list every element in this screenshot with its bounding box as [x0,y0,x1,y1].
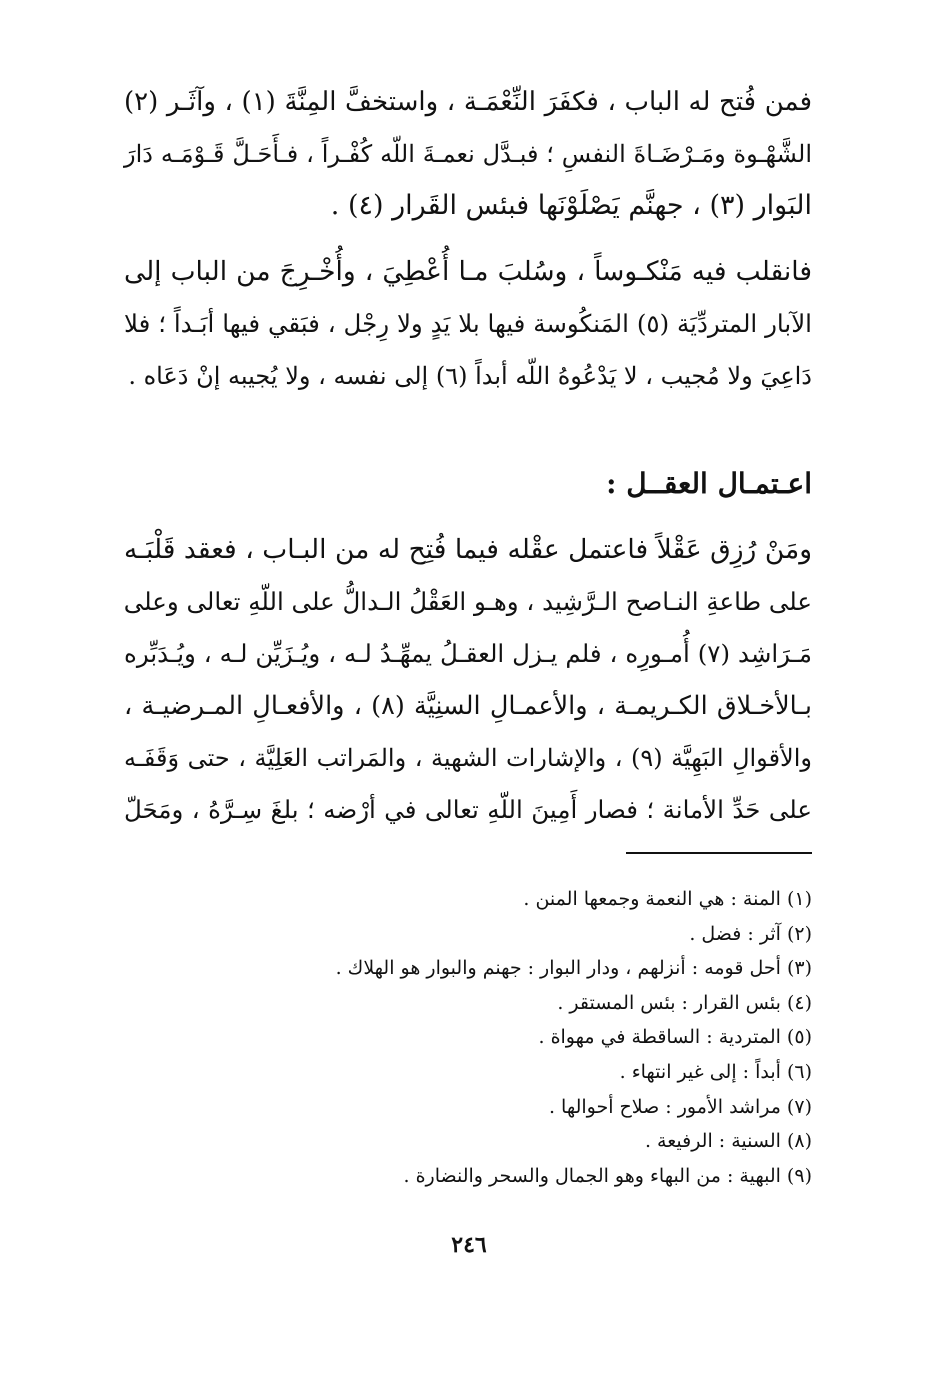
footnote: (١) المنة : هي النعمة وجمعها المنن . [523,888,812,910]
section-heading: اعـتمـال العقــل : [606,467,812,500]
paragraph-line: الآبار المتردِّيَة (٥) المَنكُوسة فيها بلا يَدٍ ولا رِجْل ، فبَقي فيها أبَـداً ؛ فلا [124,309,812,338]
paragraph-line: دَاعِيَ ولا مُجيب ، لا يَدْعُوهُ اللّه أبداً (٦) إلى نفسه ، ولا يُجيبه إنْ دَعَاه . [128,362,812,390]
footnote-divider [626,852,812,854]
paragraph-line: والأقوالِ البَهِيَّة (٩) ، والإشارات الشهية ، والمَراتب العَلِيَّة ، حتى وَقَفَـه [124,744,813,772]
paragraph-line: فانقلب فيه مَنْكـوساً ، وسُلبَ مـا أُعْطِيَ ، وأُخْـرِجَ من الباب إلى [124,256,812,287]
paragraph-line: على طاعةِ النـاصح الـرَّشِيد ، وهـو العَقْلُ الـدالُّ على اللّهِ تعالى وعلى [123,587,812,616]
footnotes [124,882,812,1193]
footnote: (٨) السنية : الرفيعة . [644,1130,812,1153]
footnote: (٥) المتردية : الساقطة في مهواة . [538,1026,812,1049]
paragraph-3 [124,524,812,836]
paragraph-line: ومَنْ رُزِق عَقْلاً فاعتمل عقْله فيما فُتِح له من البـاب ، فعقد قَلْبَـه [124,534,812,565]
paragraph-line: البَوار (٣) ، جهنَّم يَصْلَوْنَها فبئس القَرار (٤) . [330,190,812,221]
footnote: (٦) أبداً : إلى غير انتهاء . [619,1060,812,1083]
paragraph-line: بـالأخـلاق الكـريمـة ، والأعمـالِ السنِيَّة (٨) ، والأفعـالِ المـرضيـة ، [124,691,812,721]
page-number: ٢٤٦ [451,1232,487,1258]
footnote: (٢) آثر : فضل . [689,922,812,945]
paragraph-line: فمن فُتح له الباب ، فكفَرَ النِّعْمَـة ، واستخفَّ المِنَّةَ (١) ، وآثَـر (٢) [124,87,812,117]
footnote: (٣) أحل قومه : أنزلهم ، ودار البوار : جهنم والبوار هو الهلاك . [335,957,812,980]
footnote: (٧) مراشد الأمور : صلاح أحوالها . [548,1095,812,1118]
footnote: (٤) بئس القرار : بئس المستقر . [557,991,812,1014]
paragraph-1 [124,76,812,232]
paragraph-2 [124,246,812,402]
paragraph-line: مَـرَاشِد (٧) أُمـورِه ، فلم يـزل العقـلُ يمهِّـدُ لـه ، ويُـزَيِّن لـه ، ويُـدَبِّره [124,639,812,668]
paragraph-line: الشَّهْـوة ومَـرْضَـاةَ النفسِ ؛ فبـدَّل نعمـةَ اللّه كُفْـراً ، فـأَحَـلَّ قَـوْمَـه دَارَ [124,140,812,168]
paragraph-line: على حَدِّ الأمانة ؛ فصار أَمِينَ اللّهِ تعالى في أرْضه ؛ بلغَ سِـرَّهُ ، ومَحَلّ [124,795,812,824]
footnote: (٩) البهية : من البهاء وهو الجمال والسحر والنضارة . [403,1164,812,1187]
